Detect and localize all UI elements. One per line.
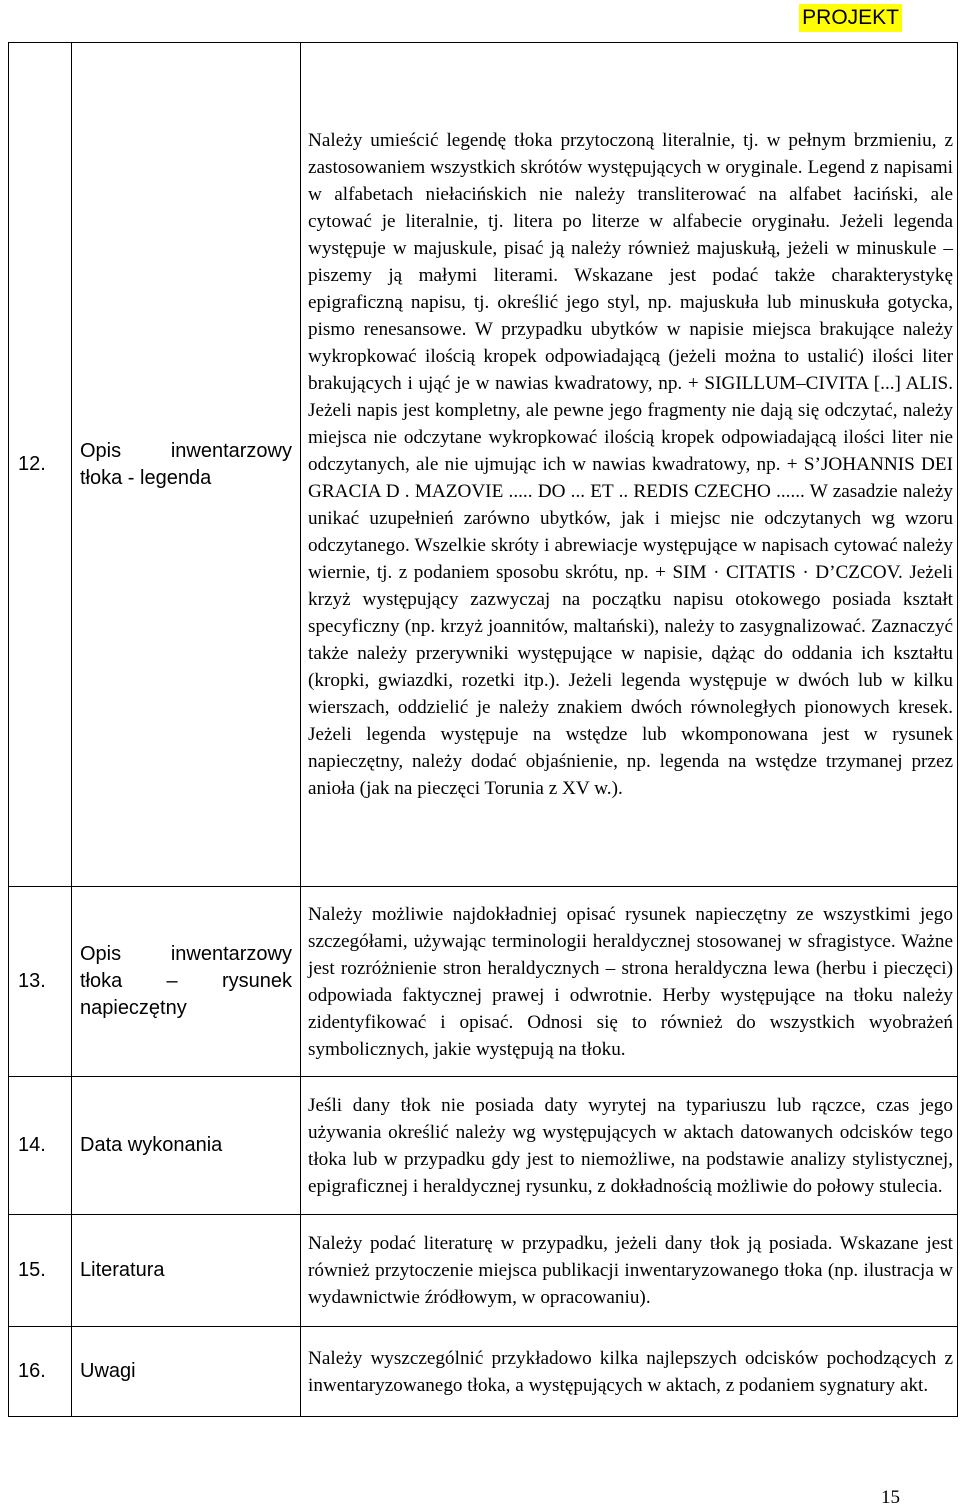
- row-label: Opis inwentarzowy tłoka – rysunek napieczętny: [72, 887, 301, 1077]
- row-description: Należy możliwie najdokładniej opisać rysunek napieczętny ze wszystkimi jego szczegółami, używając terminologii heraldycznej stosowanej w sfragistyce. Ważne jest rozróżnienie stron heraldycznych – strona heraldyczna lewa (herbu i pieczęci) odpowiada faktycznej prawej i odwrotnie. Herby występujące na tłoku należy zidentyfikować i opisać. Odnosi się to również do wszystkich wyobrażeń symbolicznych, jakie występują na tłoku.: [301, 887, 958, 1077]
- row-description: Należy podać literaturę w przypadku, jeżeli dany tłok ją posiada. Wskazane jest również przytoczenie miejsca publikacji inwentaryzowanego tłoka (np. ilustracja w wydawnictwie źródłowym, w opracowaniu).: [301, 1215, 958, 1327]
- row-label: Literatura: [72, 1215, 301, 1327]
- row-label: Data wykonania: [72, 1077, 301, 1215]
- table-row: [9, 1327, 958, 1417]
- table-row: [9, 43, 958, 887]
- row-description: Należy wyszczególnić przykładowo kilka najlepszych odcisków pochodzących z inwentaryzowanego tłoka, a występujących w aktach, z podaniem sygnatury akt.: [301, 1327, 958, 1417]
- row-number: 16.: [9, 1327, 72, 1417]
- row-description: Jeśli dany tłok nie posiada daty wyrytej na typariuszu lub rączce, czas jego używania określić należy wg występujących w aktach datowanych odcisków tego tłoka lub w przypadku gdy jest to niemożliwe, na podstawie analizy stylistycznej, epigraficznej i heraldycznej rysunku, z dokładnością możliwie do połowy stulecia.: [301, 1077, 958, 1215]
- row-description: Należy umieścić legendę tłoka przytoczoną literalnie, tj. w pełnym brzmieniu, z zastosowaniem wszystkich skrótów występujących w oryginale. Legend z napisami w alfabetach niełacińskich nie należy transliterować na alfabet łaciński, ale cytować je literalnie, tj. litera po literze w alfabecie oryginału. Jeżeli legenda występuje w majuskule, pisać ją należy również majuskułą, jeżeli w minuskule – piszemy ją małymi literami. Wskazane jest podać także charakterystykę epigraficzną napisu, tj. określić jego styl, np. majuskuła lub minuskuła gotycka, pismo renesansowe. W przypadku ubytków w napisie miejsca brakujące należy wykropkować ilością kropek odpowiadającą (jeżeli można to ustalić) ilości liter brakujących i ująć je w nawias kwadratowy, np. + SIGILLUM–CIVITA [...] ALIS. Jeżeli napis jest kompletny, ale pewne jego fragmenty nie dają się odczytać, należy miejsca nie odczytane wykropkować ilością kropek odpowiadającą ilości liter nie odczytanych, ale nie ujmując ich w nawias kwadratowy, np. + S’JOHANNIS DEI GRACIA D . MAZOVIE ..... DO ... ET .. REDIS CZECHO ...... W zasadzie należy unikać uzupełnień zarówno ubytków, jak i miejsc nie odczytanych wg wzoru odczytanego. Wszelkie skróty i abrewiacje występujące w napisach cytować należy wiernie, tj. z podaniem sposobu skrótu, np. + SIM · CITATIS · D’CZCOV. Jeżeli krzyż występujący zazwyczaj na początku napisu otokowego posiada kształt specyficzny (np. krzyż joannitów, maltański), należy to zasygnalizować. Zaznaczyć także należy przerywniki występujące w napisie, dążąc do oddania ich kształtu (kropki, gwiazdki, rozetki itp.). Jeżeli legenda występuje w dwóch lub w kilku wierszach, oddzielić je należy znakiem dwóch równoległych pionowych kresek. Jeżeli legenda występuje na wstędze lub wkomponowana jest w rysunek napieczętny, należy dodać objaśnienie, np. legenda na wstędze trzymanej przez anioła (jak na pieczęci Torunia z XV w.).: [301, 43, 958, 887]
- row-number: 13.: [9, 887, 72, 1077]
- table-row: [9, 1215, 958, 1327]
- row-number: 15.: [9, 1215, 72, 1327]
- row-label: Opis inwentarzowy tłoka - legenda: [72, 43, 301, 887]
- projekt-badge: PROJEKT: [799, 4, 902, 32]
- row-number: 14.: [9, 1077, 72, 1215]
- table-row: [9, 887, 958, 1077]
- inventory-table: [8, 42, 958, 1417]
- table-row: [9, 1077, 958, 1215]
- row-number: 12.: [9, 43, 72, 887]
- page-number: 15: [881, 1487, 900, 1508]
- row-label: Uwagi: [72, 1327, 301, 1417]
